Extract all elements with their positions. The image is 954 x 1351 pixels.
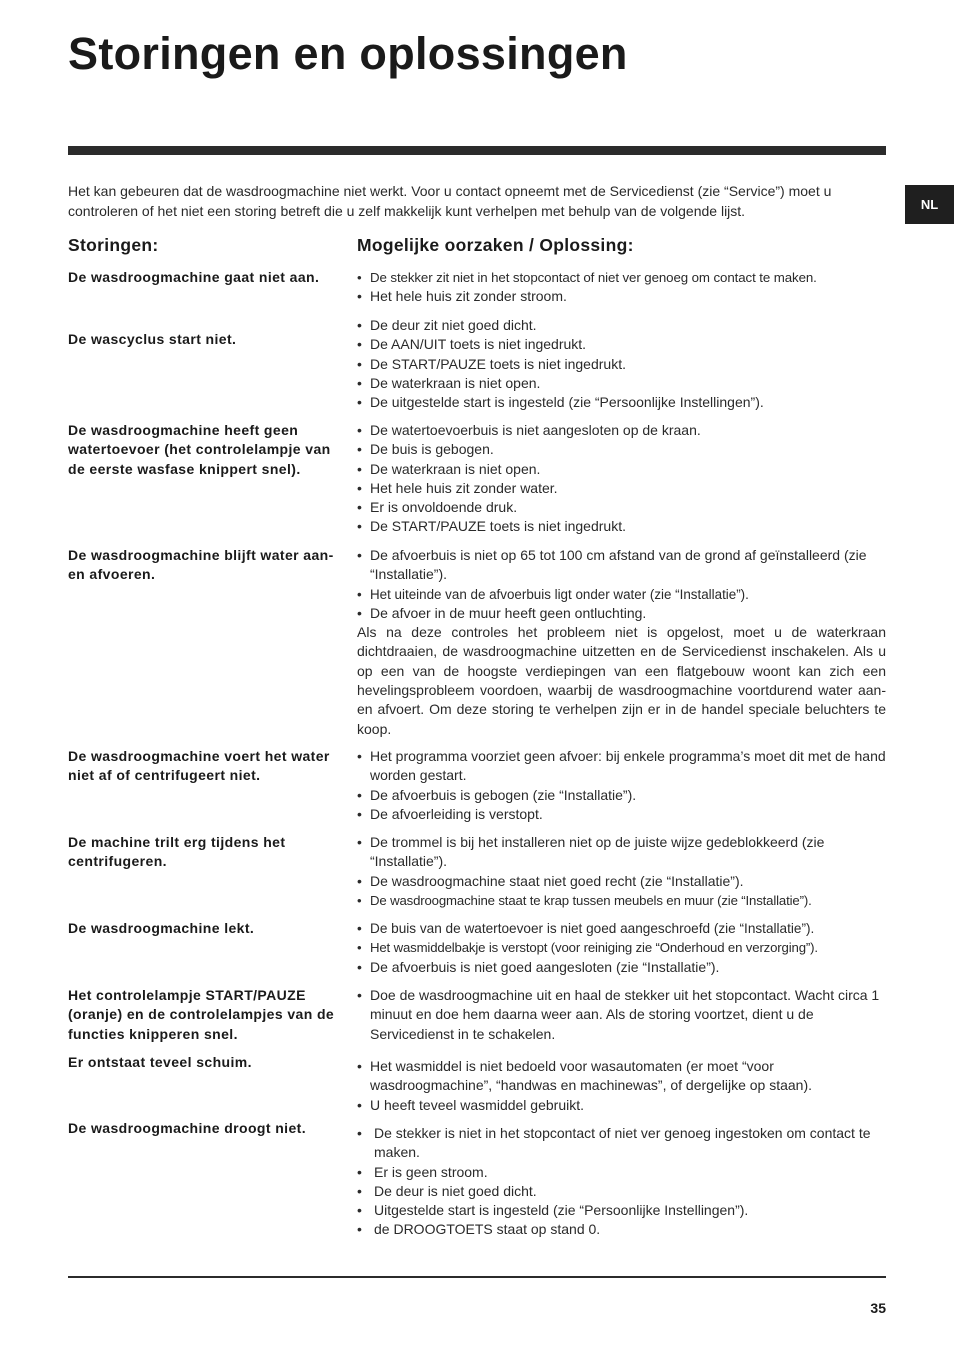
- solution-item: • De deur is niet goed dicht.: [357, 1182, 886, 1201]
- solution-list: [357, 747, 886, 824]
- solution-item: • Er is onvoldoende druk.: [357, 498, 886, 517]
- solution-item: • Het wasmiddelbakje is verstopt (voor reiniging zie “Onderhoud en verzorging”).: [357, 938, 886, 957]
- solution-item: • De uitgestelde start is ingesteld (zie “Persoonlijke Instellingen”).: [357, 393, 886, 412]
- solution-item: • De AAN/UIT toets is niet ingedrukt.: [357, 335, 886, 354]
- solution-item: • De buis van de watertoevoer is niet goed aangeschroefd (zie “Installatie”).: [357, 919, 886, 938]
- solution-item: • De waterkraan is niet open.: [357, 460, 886, 479]
- problem-label: De wasdroogmachine blijft water aan- en afvoeren.: [68, 547, 334, 583]
- solution-item: • De afvoerbuis is gebogen (zie “Installatie”).: [357, 786, 886, 805]
- solution-list: [357, 919, 886, 977]
- solution-item: • Het uiteinde van de afvoerbuis ligt onder water (zie “Installatie”).: [357, 585, 886, 604]
- page-title: Storingen en oplossingen: [68, 28, 628, 79]
- footer-divider: [68, 1276, 886, 1278]
- solution-item: • De afvoerbuis is niet op 65 tot 100 cm afstand van de grond af geïnstalleerd (zie “Installatie”).: [357, 546, 886, 585]
- page-number: 35: [870, 1300, 886, 1316]
- intro-paragraph: Het kan gebeuren dat de wasdroogmachine niet werkt. Voor u contact opneemt met de Servicedienst (zie “Service”) moet u controleren of het niet een storing betreft die u zelf makkelijk kunt verhelpen met behulp van de volgende lijst.: [68, 183, 832, 219]
- solution-list: [357, 986, 886, 1044]
- solution-item: • De stekker is niet in het stopcontact of niet ver genoeg ingestoken om contact te maken.: [357, 1124, 886, 1163]
- problem-label: De wasdroogmachine voert het water niet af of centrifugeert niet.: [68, 748, 330, 784]
- solution-list: [357, 316, 886, 412]
- solution-item: • Doe de wasdroogmachine uit en haal de stekker uit het stopcontact. Wacht circa 1 minuut en doe hem daarna weer aan. Als de storing voortzet, dient u de Servicedienst in te schakelen.: [357, 986, 886, 1044]
- problem-label: De wasdroogmachine droogt niet.: [68, 1120, 306, 1136]
- solution-item: • De deur zit niet goed dicht.: [357, 316, 886, 335]
- solution-item: • Het hele huis zit zonder stroom.: [357, 287, 886, 306]
- solution-item: • Er is geen stroom.: [357, 1163, 886, 1182]
- solution-note: Als na deze controles het probleem niet is opgelost, moet u de waterkraan dichtdraaien, de wasdroogmachine uitzetten en de Servicedienst inschakelen. Als u op een van de hoogste verdiepingen van een flatgebouw woont kan zich een hevelingsprobleem voordoen, waarbij de wasdroogmachine voortdurend water aan- en afvoert. Om deze storing te verhelpen zijn er in de handel speciale beluchters te koop.: [357, 624, 886, 737]
- problem-label: De wasdroogmachine gaat niet aan.: [68, 269, 320, 285]
- solution-item: • De START/PAUZE toets is niet ingedrukt.: [357, 355, 886, 374]
- solution-item: • De watertoevoerbuis is niet aangesloten op de kraan.: [357, 421, 886, 440]
- problem-label: Er ontstaat teveel schuim.: [68, 1054, 252, 1070]
- solution-list: [357, 1124, 886, 1240]
- solution-item: • De START/PAUZE toets is niet ingedrukt.: [357, 517, 886, 536]
- solution-list: [357, 546, 886, 739]
- solution-item: • De wasdroogmachine staat niet goed recht (zie “Installatie”).: [357, 872, 886, 891]
- solution-item: • De afvoerleiding is verstopt.: [357, 805, 886, 824]
- solution-item: • Het wasmiddel is niet bedoeld voor wasautomaten (er moet “voor wasdroogmachine”, “handwas en machinewas”, of dergelijke op staan).: [357, 1057, 886, 1096]
- problem-label: De machine trilt erg tijdens het centrifugeren.: [68, 834, 286, 870]
- solution-list: [357, 833, 886, 910]
- solution-item: • U heeft teveel wasmiddel gebruikt.: [357, 1096, 886, 1115]
- problem-label: De wasdroogmachine heeft geen watertoevoer (het controlelampje van de eerste wasfase knippert snel).: [68, 422, 331, 477]
- solutions-header: Mogelijke oorzaken / Oplossing:: [357, 235, 634, 255]
- solution-item: • De afvoerbuis is niet goed aangesloten (zie “Installatie”).: [357, 958, 886, 977]
- language-tab: NL: [905, 185, 954, 224]
- solution-item: • De buis is gebogen.: [357, 440, 886, 459]
- solution-item: • Het hele huis zit zonder water.: [357, 479, 886, 498]
- solution-list: [357, 1057, 886, 1115]
- solution-item: • De wasdroogmachine staat te krap tussen meubels en muur (zie “Installatie”).: [357, 891, 886, 910]
- problem-label: De wasdroogmachine lekt.: [68, 920, 255, 936]
- solution-item: • De stekker zit niet in het stopcontact of niet ver genoeg om contact te maken.: [357, 268, 886, 287]
- solution-item: • De waterkraan is niet open.: [357, 374, 886, 393]
- solution-item: • De afvoer in de muur heeft geen ontluchting.: [357, 604, 886, 623]
- problem-label: Het controlelampje START/PAUZE (oranje) en de controlelampjes van de functies knipperen snel.: [68, 987, 335, 1042]
- solution-item: • Uitgestelde start is ingesteld (zie “Persoonlijke Instellingen”).: [357, 1201, 886, 1220]
- solution-item: • de DROOGTOETS staat op stand 0.: [357, 1220, 886, 1239]
- problems-header: Storingen:: [68, 235, 159, 255]
- solution-item: • De trommel is bij het installeren niet op de juiste wijze gedeblokkeerd (zie “Installatie”).: [357, 833, 886, 872]
- solution-list: [357, 421, 886, 537]
- solution-item: • Het programma voorziet geen afvoer: bij enkele programma’s moet dit met de hand worden gestart.: [357, 747, 886, 786]
- solution-list: [357, 268, 886, 307]
- title-divider: [68, 146, 886, 155]
- problem-label: De wascyclus start niet.: [68, 331, 237, 347]
